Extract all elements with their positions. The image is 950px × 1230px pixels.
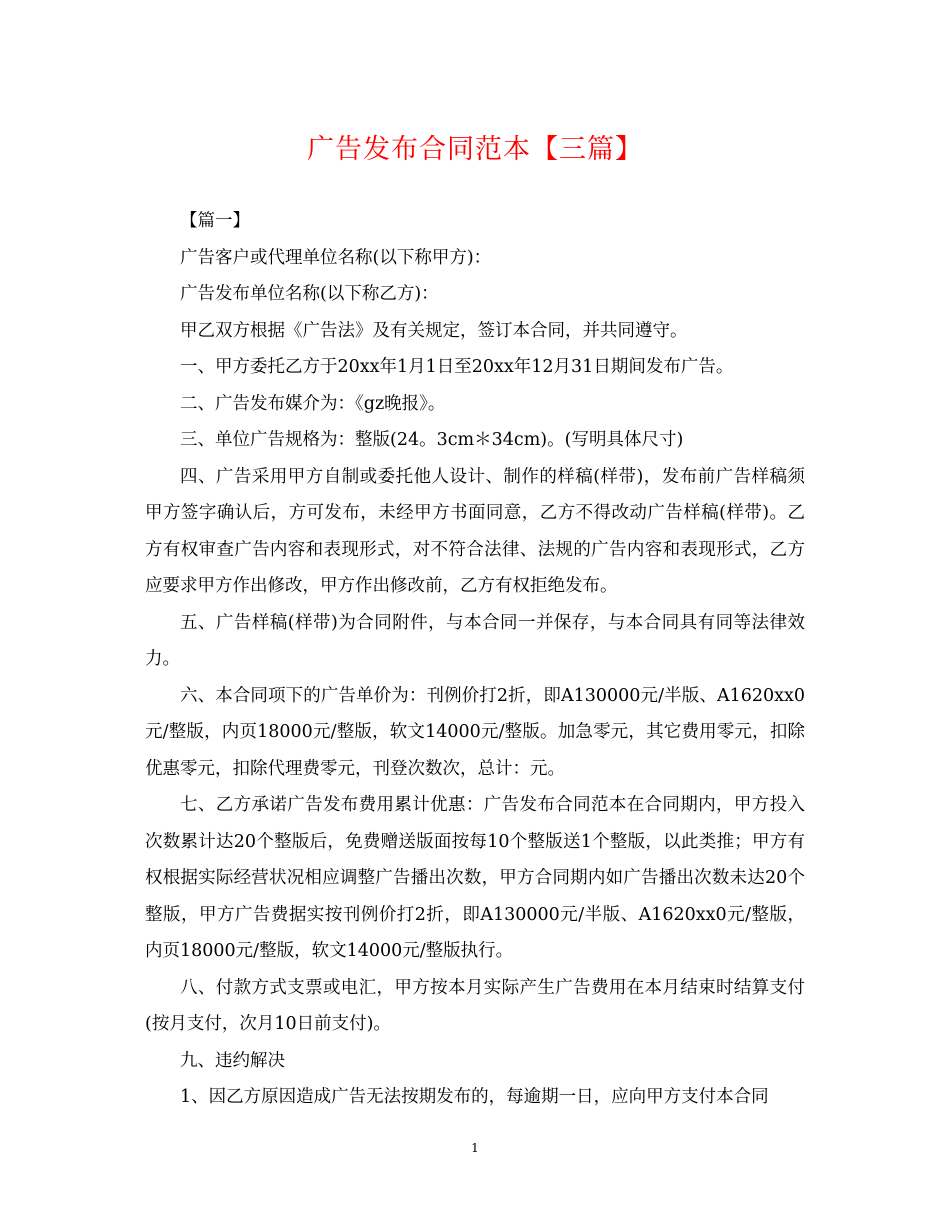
page-number: 1	[471, 1141, 479, 1155]
clause-9-heading: 九、违约解决	[180, 1050, 285, 1071]
clause-4: 四、广告采用甲方自制或委托他人设计、制作的样稿(样带)，发布前广告样稿须甲方签字确认后，方可发布，未经甲方书面同意，乙方不得改动广告样稿(样带)。乙方有权审查广告内容和表现形式，对不符合法律、法规的广告内容和表现形式，乙方应要求甲方作出修改，甲方作出修改前，乙方有权拒绝发布。	[145, 466, 805, 596]
clause-2: 二、广告发布媒介为：《gz晚报》。	[180, 393, 446, 414]
document-title: 广告发布合同范本【三篇】	[307, 134, 643, 165]
clause-8: 八、付款方式支票或电汇，甲方按本月实际产生广告费用在本月结束时结算支付(按月支付，次月10日前支付)。	[145, 977, 805, 1034]
clause-9-item-1: 1、因乙方原因造成广告无法按期发布的，每逾期一日，应向甲方支付本合同	[180, 1087, 769, 1107]
party-b-line: 广告发布单位名称(以下称乙方)：	[180, 284, 439, 304]
clause-7: 七、乙方承诺广告发布费用累计优惠：广告发布合同范本在合同期内，甲方投入次数累计达20个整版后，免费赠送版面按每10个整版送1个整版，以此类推；甲方有权根据实际经营状况相应调整广告播出次数，甲方合同期内如广告播出次数未达20个整版，甲方广告费据实按刊例价打2折，即A130000元/半版、A1620xx0元/整版，内页18000元/整版，软文14000元/整版执行。	[145, 795, 805, 961]
party-a-line: 广告客户或代理单位名称(以下称甲方)：	[180, 247, 492, 268]
clause-3: 三、单位广告规格为：整版(24。3cm＊34cm)。(写明具体尺寸)	[180, 430, 684, 450]
clause-6: 六、本合同项下的广告单价为：刊例价打2折，即A130000元/半版、A1620xx0元/整版，内页18000元/整版，软文14000元/整版。加急零元，其它费用零元，扣除优惠零元，扣除代理费零元，刊登次数次，总计：元。	[145, 685, 805, 779]
clause-5: 五、广告样稿(样带)为合同附件，与本合同一并保存，与本合同具有同等法律效力。	[145, 612, 805, 669]
section-heading: 【篇一】	[180, 211, 250, 231]
document-body	[145, 203, 805, 1116]
agreement-intro: 甲乙双方根据《广告法》及有关规定，签订本合同，并共同遵守。	[180, 320, 688, 341]
clause-1: 一、甲方委托乙方于20xx年1月1日至20xx年12月31日期间发布广告。	[180, 357, 734, 377]
